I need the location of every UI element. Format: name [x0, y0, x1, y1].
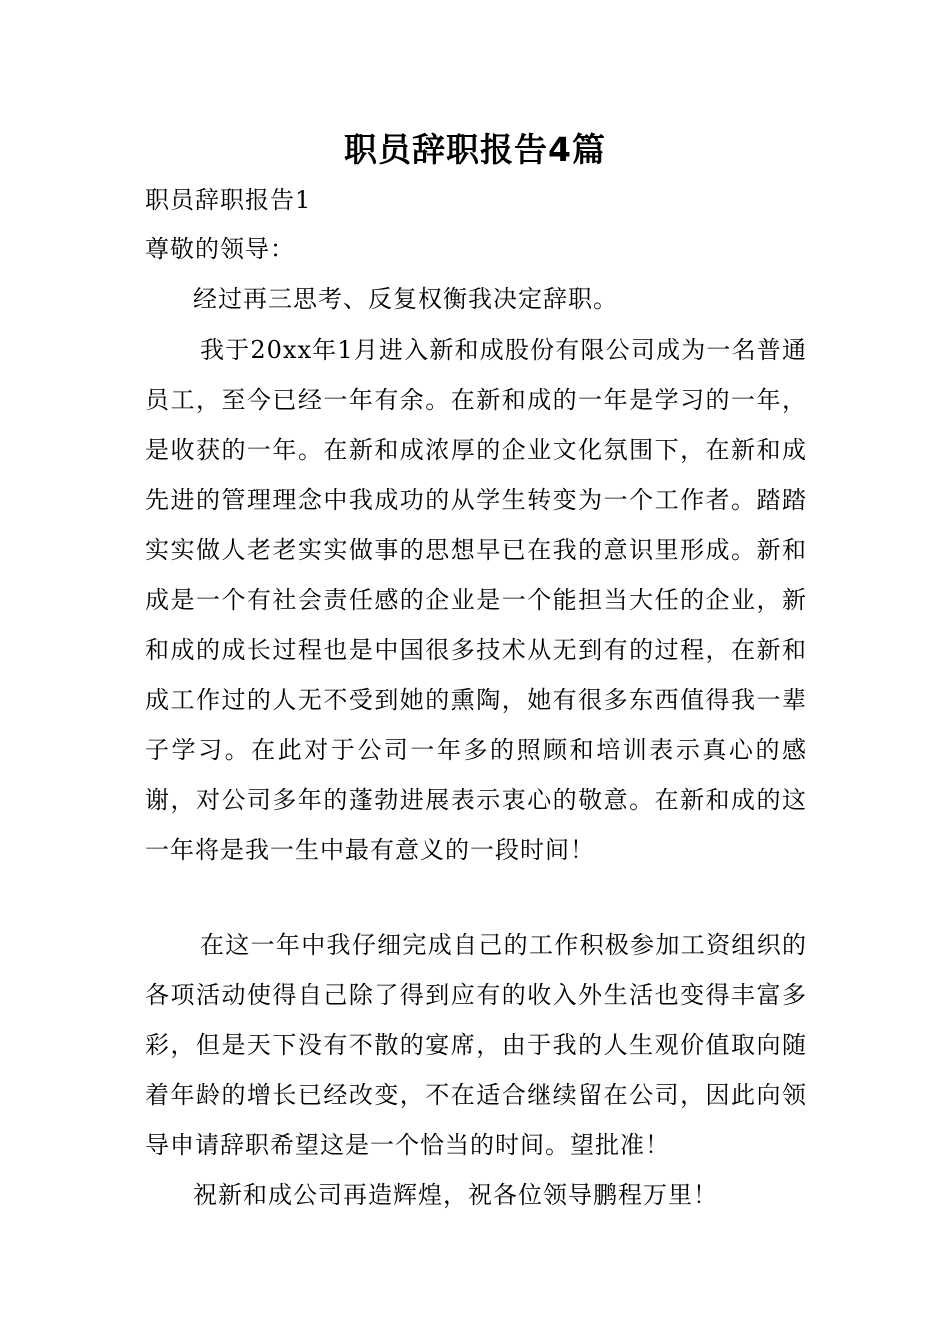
paragraph-3: 在这一年中我仔细完成自己的工作积极参加工资组织的各项活动使得自己除了得到应有的收入外生活也变得丰富多彩，但是天下没有不散的宴席，由于我的人生观价值取向随着年龄的增长已经改变，不在适合继续留在公司，因此向领导申请辞职希望这是一个恰当的时间。望批准！	[145, 931, 807, 1159]
paragraph-1: 经过再三思考、反复权衡我决定辞职。	[193, 285, 618, 313]
document-title: 职员辞职报告4篇	[344, 130, 606, 169]
paragraph-2: 我于20xx年1月进入新和成股份有限公司成为一名普通员工，至今已经一年有余。在新和成的一年是学习的一年，是收获的一年。在新和成浓厚的企业文化氛围下，在新和成先进的管理理念中我成功的从学生转变为一个工作者。踏踏实实做人老老实实做事的思想早已在我的意识里形成。新和成是一个有社会责任感的企业是一个能担当大任的企业，新和成的成长过程也是中国很多技术从无到有的过程，在新和成工作过的人无不受到她的熏陶，她有很多东西值得我一辈子学习。在此对于公司一年多的照顾和培训表示真心的感谢，对公司多年的蓬勃进展表示衷心的敬意。在新和成的这一年将是我一生中最有意义的一段时间！	[145, 336, 807, 864]
paragraph-4: 祝新和成公司再造辉煌，祝各位领导鹏程万里！	[193, 1181, 718, 1209]
section-heading: 职员辞职报告1	[145, 186, 312, 214]
salutation: 尊敬的领导：	[145, 235, 295, 263]
